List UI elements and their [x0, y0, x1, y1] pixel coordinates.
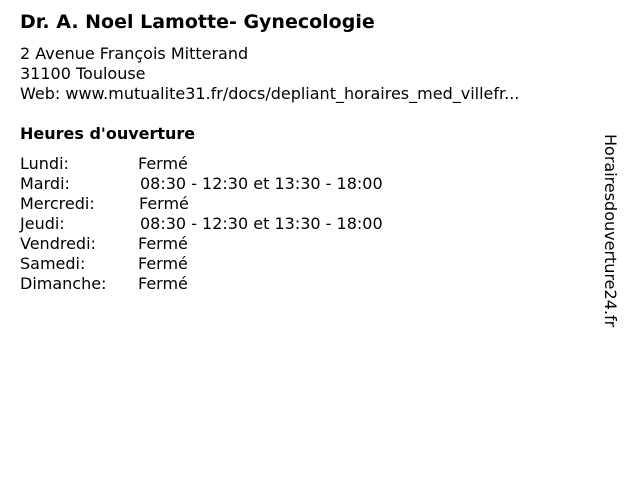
- hours-value: Fermé: [138, 234, 188, 253]
- day-label: Samedi:: [20, 254, 86, 273]
- address-block: [20, 44, 519, 104]
- city-postcode: 31100 Toulouse: [20, 64, 146, 83]
- hours-value: Fermé: [138, 154, 188, 173]
- site-watermark: Horairesdouverture24.fr: [601, 134, 620, 328]
- day-label: Jeudi:: [20, 214, 65, 233]
- day-label: Mercredi:: [20, 194, 95, 213]
- hours-value: Fermé: [138, 254, 188, 273]
- day-label: Lundi:: [20, 154, 69, 173]
- website-link[interactable]: Web: www.mutualite31.fr/docs/depliant_horaires_med_villefr...: [20, 84, 520, 103]
- opening-hours-heading: Heures d'ouverture: [20, 124, 196, 143]
- hours-value: 08:30 - 12:30 et 13:30 - 18:00: [140, 214, 383, 233]
- day-label: Mardi:: [20, 174, 70, 193]
- street-address: 2 Avenue François Mitterand: [20, 44, 249, 63]
- day-label: Vendredi:: [20, 234, 96, 253]
- hours-value: Fermé: [138, 274, 188, 293]
- business-title: Dr. A. Noel Lamotte- Gynecologie: [20, 11, 375, 33]
- day-label: Dimanche:: [20, 274, 107, 293]
- hours-value: 08:30 - 12:30 et 13:30 - 18:00: [140, 174, 383, 193]
- hours-value: Fermé: [139, 194, 189, 213]
